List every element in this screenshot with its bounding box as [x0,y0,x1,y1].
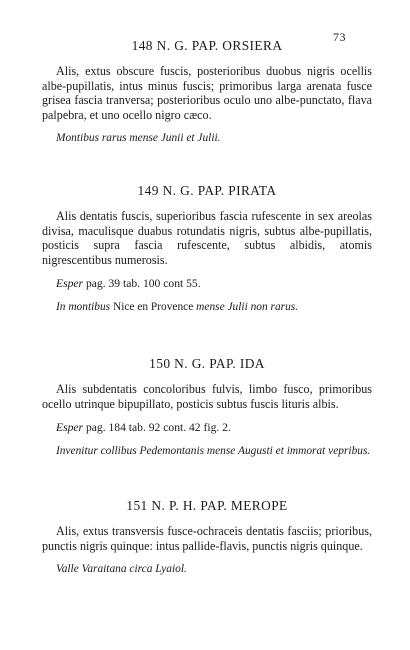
reference-author: Esper [56,421,84,435]
reference-text: pag. 184 tab. 92 cont. 42 fig. 2. [85,421,231,435]
entry-title: 151 N. P. H. PAP. MEROPE [126,498,288,513]
entry-description: Alis subdentatis concoloribus fulvis, limbo fusco, primoribus ocello utrinque bipupillato, posticis subtus fuscis lituris albis. [42,382,372,411]
species-entry-151 [42,498,372,577]
locality-after: mense Julii non rarus. [196,301,299,314]
page-number: 73 [333,30,346,44]
entry-title: 150 N. G. PAP. IDA [149,356,265,371]
entry-title: 148 N. G. PAP. ORSIERA [131,38,283,53]
entry-title: 149 N. G. PAP. PIRATA [137,183,277,198]
species-entry-149 [42,183,372,315]
entry-locality [42,301,372,315]
entry-description: Alis, extus transversis fusce-ochraceis dentatis fasciis; prioribus, punctis nigris quinque: intus pallide-flavis, punctis nigris quinque. [42,524,372,553]
entry-description: Alis, extus obscure fuscis, posterioribus duobus nigris ocellis albe-pupillatis, intus minus fuscis; primoribus larga arenata fusce grisea fascia tranversa; posterioribus oculo uno albe-punctato, flava palpebra, et uno ocello nigro cæco. [42,64,372,122]
entry-locality: Invenitur collibus Pedemontanis mense Augusti et immorat vepribus. [56,445,371,458]
entry-description: Alis dentatis fuscis, superioribus fascia rufescente in sex areolas divisa, maculisque duabus rotundatis nigris, subtus albe-pupillatis, posticis supra fascia rufescente, subtus albidis, atomis nigrescentibus numerosis. [42,209,372,267]
entry-reference [42,421,372,435]
entry-locality: Valle Varaitana circa Lyaiol. [56,563,187,576]
reference-text: pag. 39 tab. 100 cont 55. [85,277,201,291]
entry-locality: Montibus rarus mense Junii et Julii. [56,132,221,145]
species-entry-148 [42,38,372,146]
species-entry-150 [42,356,372,459]
locality-place: Nice en Provence [112,301,194,314]
entry-reference [42,277,372,291]
reference-author: Esper [56,277,84,291]
locality-before: In montibus [56,301,111,314]
